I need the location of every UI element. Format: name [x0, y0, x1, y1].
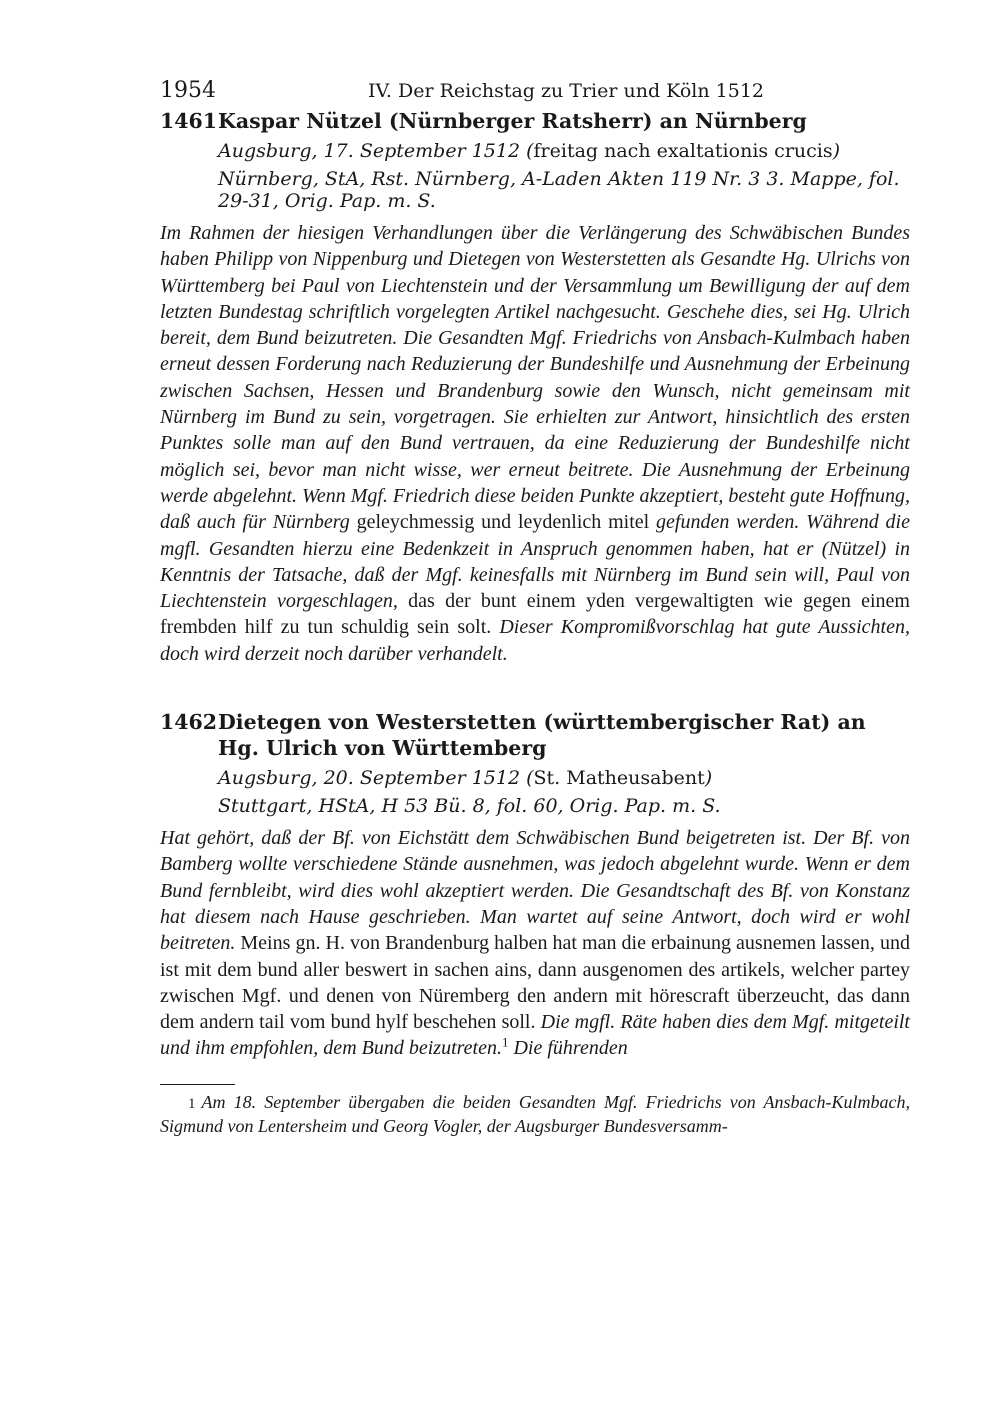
body-summary-3: Dieser Kompromißvorschlag hat gute Aussichten, doch wird derzeit noch darüber verhandelt. [160, 616, 910, 665]
entry-date-place [218, 767, 910, 789]
date-original-text: St. Matheusabent [533, 767, 705, 790]
body-summary-2: gefunden werden. Während die mgfl. Gesandten hierzu eine Bedenkzeit in Anspruch genommen haben, hat er (Nützel) in Kenntnis der Tatsache, daß der Mgf. keinesfalls mit Nürnberg im Bund sein will, Paul von Liechtenstein vorgeschlagen, [160, 511, 910, 613]
date-place-text: Augsburg, 17. September 1512 ( [218, 140, 534, 162]
date-place-text: Augsburg, 20. September 1512 ( [218, 767, 534, 790]
entry-number: 1462 [160, 710, 218, 735]
entry-date-place [218, 140, 910, 162]
entry-title: Kaspar Nützel (Nürnberger Ratsherr) an Nürnberg [218, 109, 807, 133]
footnote-text: Am 18. September übergaben die beiden Gesandten Mgf. Friedrichs von Ansbach-Kulmbach, Sigmund von Lentersheim und Georg Vogler, der Augsburger Bundesversamm- [160, 1091, 910, 1136]
body-quote-1: Meins gn. H. von Brandenburg halben hat man die erbainung ausnemen lassen, und ist mit dem bund aller beswert in sachen ains, dann ausgenomen des artikels, welcher partey zwischen Mgf. und denen von Nüremberg den andern mit hörescraft überzeucht, das dann dem andern tail vom bund hylf beschehen soll. [160, 932, 910, 1034]
page-number: 1954 [160, 78, 216, 103]
date-close-paren: ) [704, 767, 713, 790]
entry-source: Stuttgart, HStA, H 53 Bü. 8, fol. 60, Orig. Pap. m. S. [218, 795, 721, 818]
entry-title: Dietegen von Westerstetten (württembergischer Rat) an Hg. Ulrich von Württemberg [218, 710, 866, 761]
date-original-text: freitag nach exaltationis crucis [533, 140, 833, 162]
date-close-paren: ) [832, 140, 841, 162]
body-quote-2: das der bunt einem yden vergewaltigten wie gegen einem frembden hilf zu tun schuldig sein solt. [160, 590, 910, 639]
entry-number: 1461 [160, 109, 218, 133]
body-summary-1: Hat gehört, daß der Bf. von Eichstätt dem Schwäbischen Bund beigetreten ist. Der Bf. von Bamberg wollte verschiedene Stände ausnehmen, was jedoch abgelehnt wurde. Wenn er dem Bund fernbleibt, wird dies wohl akzeptiert werden. Die Gesandtschaft des Bf. von Konstanz hat diesem nach Hause geschrieben. Man wartet auf seine Antwort, doch wird er wohl beitreten. [160, 827, 910, 955]
footnote-divider [160, 1084, 235, 1085]
body-quote-1: geleychmessig und leydenlich mitel [349, 511, 657, 534]
entry-body [160, 220, 910, 667]
entry-heading [160, 108, 910, 134]
footnote-reference[interactable]: 1 [501, 1034, 509, 1050]
body-summary-2: Die mgfl. Räte haben dies dem Mgf. mitgeteilt und ihm empfohlen, dem Bund beizutreten. [160, 1011, 910, 1060]
entry-body [160, 825, 910, 1062]
footnote-mark: 1 [188, 1095, 196, 1112]
entry-heading [160, 709, 910, 761]
body-summary-3: Die führenden [508, 1037, 628, 1060]
running-title: IV. Der Reichstag zu Trier und Köln 1512 [368, 80, 764, 102]
running-header [160, 78, 910, 108]
footnote [160, 1091, 910, 1137]
entry-1462 [160, 709, 910, 1062]
document-page [160, 78, 910, 1137]
body-summary-1: Im Rahmen der hiesigen Verhandlungen über die Verlängerung des Schwäbischen Bundes haben Philipp von Nippenburg und Dietegen von Westerstetten als Gesandte Hg. Ulrichs von Württemberg bei Paul von Liechtenstein und der Versammlung um Bewilligung der auf dem letzten Bundestag schriftlich vorgelegten Artikel nachgesucht. Geschehe dies, sei Hg. Ulrich bereit, dem Bund beizutreten. Die Gesandten Mgf. Friedrichs von Ansbach-Kulmbach haben erneut dessen Forderung nach Reduzierung der Bundeshilfe und Ausnehmung der Erbeinung zwischen Sachsen, Hessen und Brandenburg sowie den Wunsch, nicht gemeinsam mit Nürnberg im Bund zu sein, vorgetragen. Sie erhielten zur Antwort, hinsichtlich des ersten Punktes solle man auf den Bund vertrauen, da eine Reduzierung der Bundeshilfe nicht möglich sei, bevor man nicht wisse, wer erneut beitrete. Die Ausnehmung der Erbeinung werde abgelehnt. Wenn Mgf. Friedrich diese beiden Punkte akzeptiert, besteht gute Hoffnung, daß auch für Nürnberg [160, 222, 911, 534]
entry-source: Nürnberg, StA, Rst. Nürnberg, A-Laden Akten 119 Nr. 3 3. Mappe, fol. 29-31, Orig. Pap. m. S. [218, 168, 900, 212]
entry-1461 [160, 108, 910, 667]
